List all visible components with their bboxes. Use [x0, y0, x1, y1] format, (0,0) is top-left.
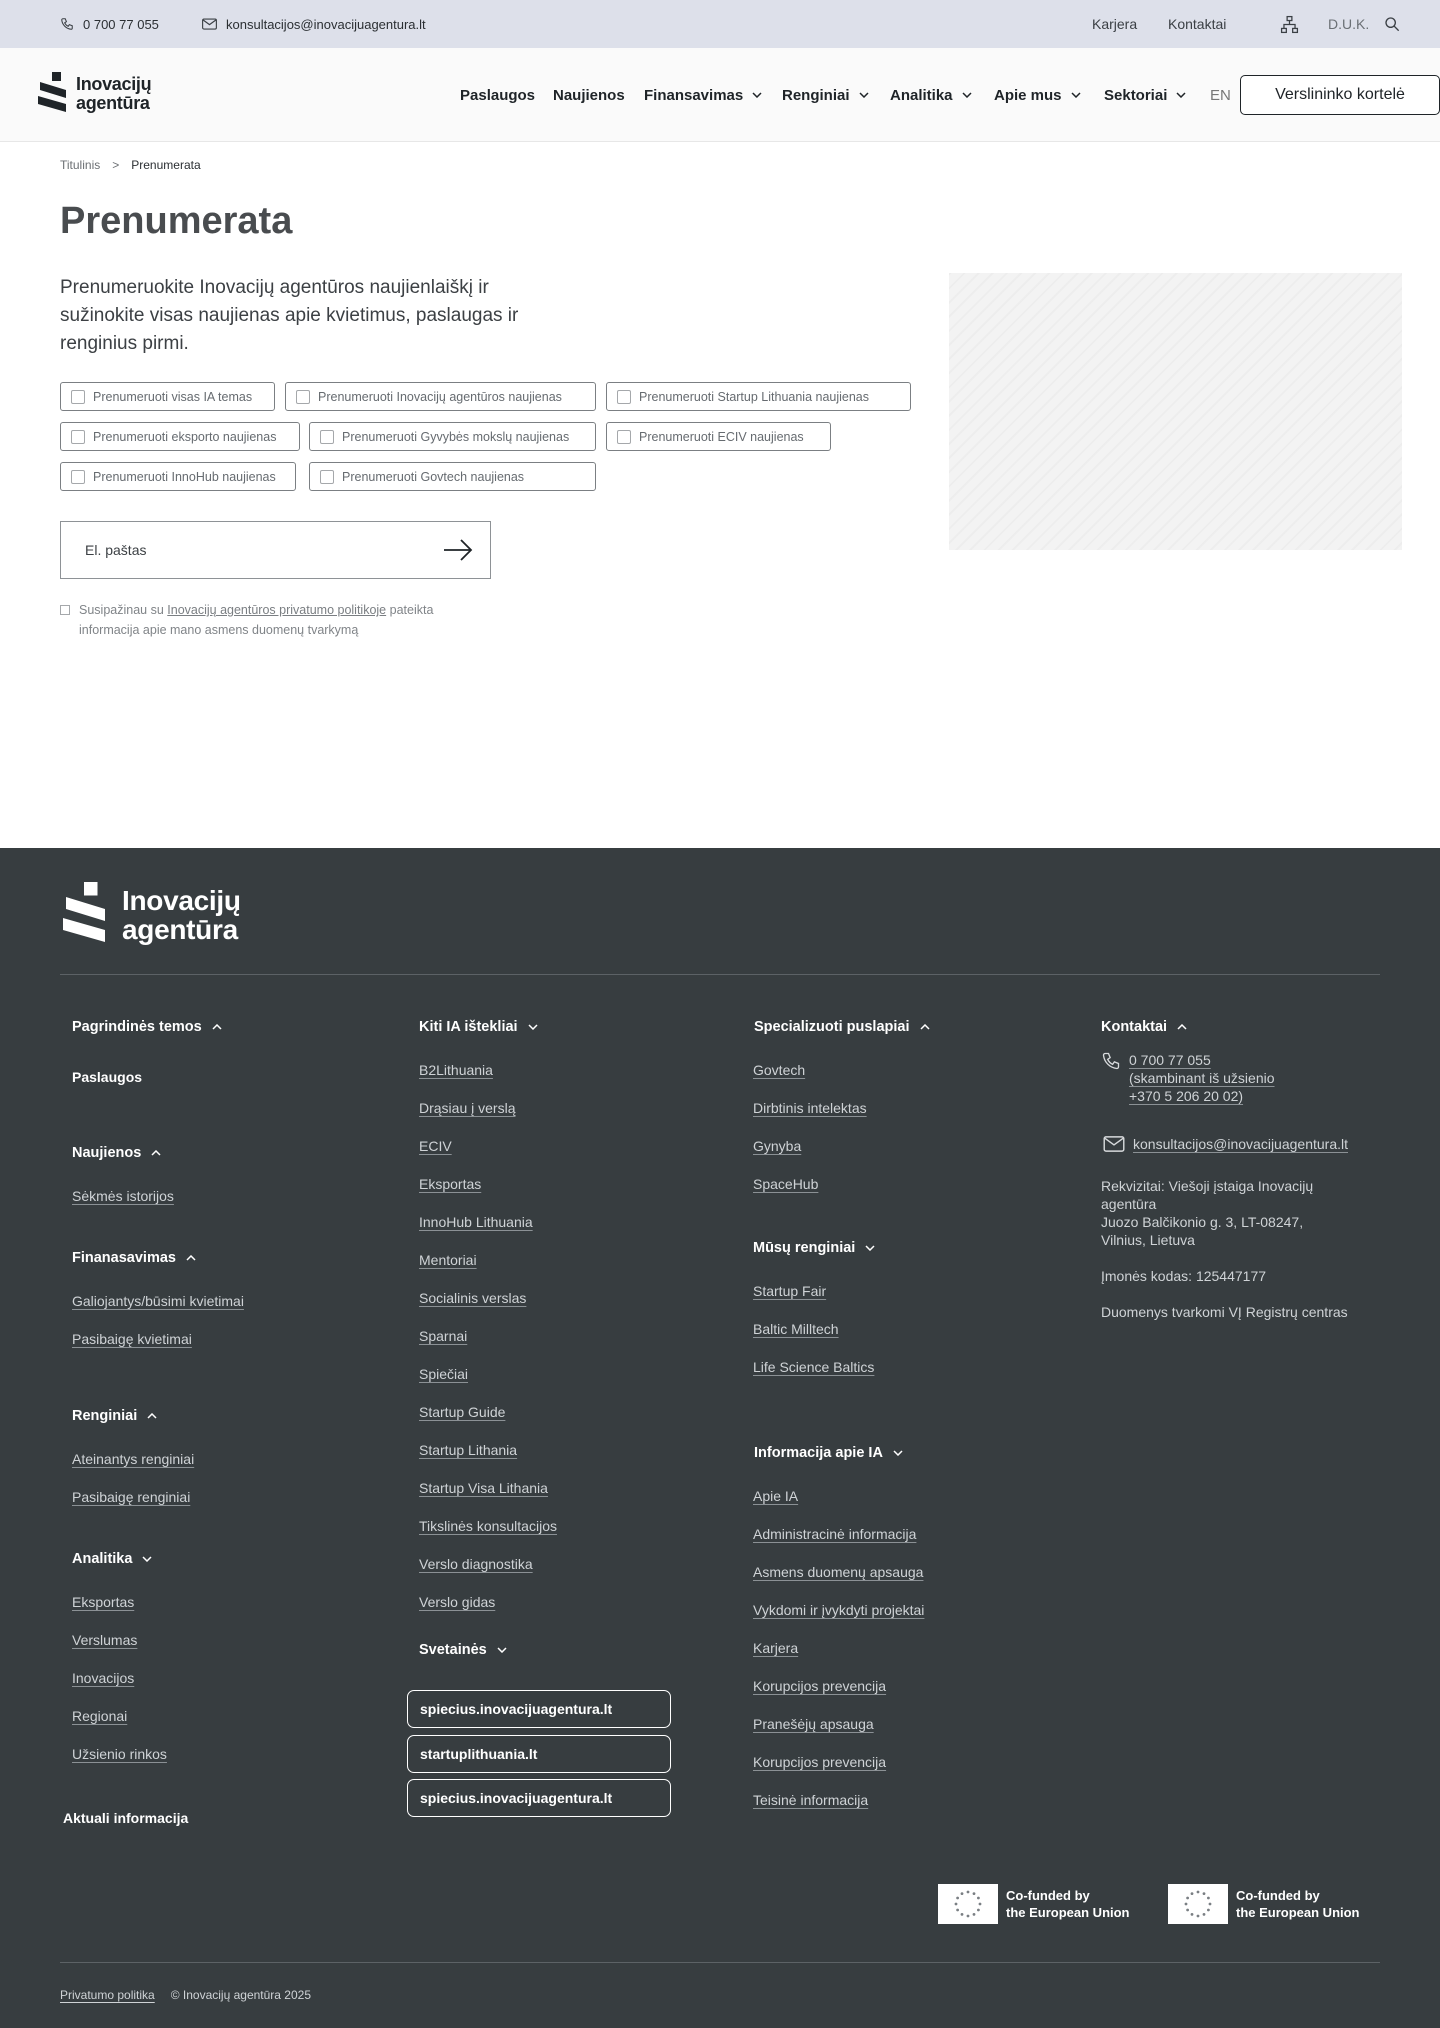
- checkbox[interactable]: [320, 470, 334, 484]
- logo-line-1: Inovacijų: [76, 74, 152, 95]
- footer-about-heading[interactable]: [754, 1445, 903, 1461]
- footer-link[interactable]: Asmens duomenų apsauga: [753, 1564, 924, 1580]
- footer-link[interactable]: Administracinė informacija: [753, 1526, 917, 1542]
- checkbox[interactable]: [60, 605, 70, 615]
- footer-link[interactable]: Startup Fair: [753, 1283, 827, 1299]
- footer-link[interactable]: Verslo diagnostika: [419, 1556, 533, 1572]
- checkbox[interactable]: [296, 390, 310, 404]
- footer-link[interactable]: Dirbtinis intelektas: [753, 1100, 867, 1116]
- topic-all[interactable]: [60, 382, 275, 411]
- footer-link[interactable]: Startup Guide: [419, 1404, 506, 1420]
- breadcrumb-current: Prenumerata: [131, 158, 201, 172]
- checkbox[interactable]: [320, 430, 334, 444]
- footer-link[interactable]: Karjera: [753, 1640, 799, 1656]
- checkbox[interactable]: [71, 470, 85, 484]
- footer-heading-label: Pagrindinės temos: [72, 1019, 202, 1035]
- footer-link[interactable]: Verslo gidas: [419, 1594, 496, 1610]
- footer-our-events-heading[interactable]: [753, 1240, 875, 1256]
- footer-logo-line-2: agentūra: [122, 914, 238, 945]
- topic-label: Prenumeruoti visas IA temas: [93, 389, 253, 404]
- footer-link[interactable]: SpaceHub: [753, 1176, 819, 1192]
- copyright: © Inovacijų agentūra 2025: [170, 1988, 311, 2002]
- footer-link[interactable]: Mentoriai: [419, 1252, 477, 1268]
- footer-heading-label: Svetainės: [419, 1642, 487, 1658]
- chevron-down-icon: [1176, 92, 1186, 98]
- nav-sectors-label: Sektoriai: [1104, 86, 1168, 104]
- chevron-up-icon: [151, 1150, 161, 1156]
- sitemap-button[interactable]: [1280, 0, 1308, 48]
- topic-label: Prenumeruoti Govtech naujienas: [342, 469, 525, 484]
- website-button[interactable]: startuplithuania.lt: [407, 1735, 671, 1773]
- topbar-careers-link[interactable]: Karjera: [1092, 16, 1138, 32]
- nav-funding[interactable]: [644, 48, 762, 142]
- nav-events[interactable]: [782, 48, 869, 142]
- footer-link[interactable]: Sparnai: [419, 1328, 468, 1344]
- footer-heading-label: Kontaktai: [1101, 1019, 1168, 1035]
- breadcrumb: [60, 158, 201, 172]
- logo-line-2: agentūra: [76, 93, 150, 113]
- topic-label: Prenumeruoti Inovacijų agentūros naujienas: [318, 389, 562, 404]
- intro-text: Prenumeruokite Inovacijų agentūros naujienlaiškį ir sužinokite visas naujienas apie kvietimus, paslaugas ir renginius pirmi.: [60, 277, 519, 354]
- topbar-contacts-link[interactable]: Kontaktai: [1168, 16, 1227, 32]
- footer-link[interactable]: Drąsiau į verslą: [419, 1100, 516, 1116]
- chevron-up-icon: [920, 1024, 930, 1030]
- chevron-down-icon: [1071, 92, 1081, 98]
- topic-label: Prenumeruoti eksporto naujienas: [93, 429, 277, 444]
- consent-text-after: pateikta informacija apie mano asmens duomenų tvarkymą: [79, 603, 434, 637]
- checkbox[interactable]: [617, 390, 631, 404]
- nav-about-label: Apie mus: [994, 86, 1062, 104]
- search-icon: [1384, 16, 1400, 32]
- chevron-up-icon: [1177, 1024, 1187, 1030]
- site-logo[interactable]: [36, 72, 151, 116]
- eu-text-line-2: the European Union: [1006, 1905, 1130, 1920]
- breadcrumb-home[interactable]: Titulinis: [60, 158, 101, 172]
- footer-other-resources-heading[interactable]: [419, 1019, 538, 1035]
- chevron-up-icon: [186, 1255, 196, 1261]
- footer-divider: [60, 974, 1380, 975]
- footer-specialized-heading[interactable]: [754, 1019, 930, 1035]
- nav-analytics-label: Analitika: [890, 86, 953, 104]
- chevron-down-icon: [497, 1647, 507, 1653]
- eu-text-line-1: Co-funded by: [1236, 1888, 1320, 1903]
- footer-link[interactable]: Inovacijos: [72, 1670, 135, 1686]
- footer-link[interactable]: InnoHub Lithuania: [419, 1214, 533, 1230]
- eu-text-line-2: the European Union: [1236, 1905, 1360, 1920]
- topic-label: Prenumeruoti Startup Lithuania naujienas: [639, 389, 870, 404]
- hero-image: [949, 273, 1402, 550]
- chevron-up-icon: [212, 1024, 222, 1030]
- footer-phone-abroad-1[interactable]: (skambinant iš užsienio: [1129, 1070, 1275, 1086]
- topbar-phone-text: 0 700 77 055: [83, 16, 159, 32]
- topbar-email-text: konsultacijos@inovacijuagentura.lt: [226, 16, 426, 32]
- mail-icon: [1103, 1136, 1125, 1152]
- footer-link[interactable]: Pranešėjų apsauga: [753, 1716, 874, 1732]
- footer-heading-label: Analitika: [72, 1551, 133, 1567]
- eu-flag-icon: [938, 1884, 998, 1924]
- footer-link[interactable]: Socialinis verslas: [419, 1290, 527, 1306]
- email-placeholder: El. paštas: [85, 542, 147, 558]
- nav-news[interactable]: [553, 48, 625, 142]
- privacy-policy-footer-link[interactable]: Privatumo politika: [60, 1988, 155, 2002]
- footer-link[interactable]: Eksportas: [419, 1176, 482, 1192]
- footer-link[interactable]: Galiojantys/būsimi kvietimai: [72, 1293, 244, 1309]
- footer-link[interactable]: Life Science Baltics: [753, 1359, 875, 1375]
- footer-link[interactable]: Spiečiai: [419, 1366, 469, 1382]
- footer-contacts-heading[interactable]: [1101, 1019, 1187, 1035]
- footer-address: Juozo Balčikonio g. 3, LT-08247, Vilnius, Lietuva: [1101, 1214, 1304, 1248]
- eu-cofunded-logo: [1168, 1884, 1376, 1924]
- footer-link[interactable]: Sėkmės istorijos: [72, 1188, 174, 1204]
- footer-services-link[interactable]: Paslaugos: [72, 1069, 143, 1085]
- business-card-button[interactable]: Verslininko kortelė: [1240, 75, 1440, 115]
- footer-heading-label: Finanasavimas: [72, 1250, 176, 1266]
- logo-mark-icon: [36, 72, 72, 116]
- footer-link[interactable]: Pasibaigę kvietimai: [72, 1331, 192, 1347]
- footer-phone-abroad-2[interactable]: +370 5 206 20 02): [1129, 1088, 1244, 1104]
- eu-text-line-1: Co-funded by: [1006, 1888, 1090, 1903]
- footer-registry: Duomenys tvarkomi VĮ Registrų centras: [1101, 1304, 1348, 1320]
- chevron-down-icon: [893, 1450, 903, 1456]
- footer-link[interactable]: Užsienio rinkos: [72, 1746, 167, 1762]
- privacy-policy-link[interactable]: Inovacijų agentūros privatumo politikoje: [167, 603, 387, 617]
- search-button[interactable]: [1384, 0, 1409, 48]
- chevron-down-icon: [865, 1245, 875, 1251]
- privacy-consent[interactable]: [60, 600, 460, 640]
- top-bar: [0, 0, 1440, 48]
- topic-ia-news[interactable]: [285, 382, 596, 411]
- phone-icon: [1101, 1051, 1121, 1071]
- eu-flag-icon: [1168, 1884, 1228, 1924]
- nav-events-label: Renginiai: [782, 86, 850, 104]
- footer-link[interactable]: Baltic Milltech: [753, 1321, 839, 1337]
- eu-cofunded-logo: [938, 1884, 1146, 1924]
- website-button[interactable]: spiecius.inovacijuagentura.lt: [407, 1779, 671, 1817]
- footer-heading-label: Informacija apie IA: [754, 1445, 883, 1461]
- checkbox[interactable]: [617, 430, 631, 444]
- footer-current-info-link[interactable]: Aktuali informacija: [63, 1810, 189, 1826]
- arrow-right-icon[interactable]: [442, 538, 474, 562]
- logo-mark-icon: [60, 882, 114, 948]
- checkbox[interactable]: [71, 430, 85, 444]
- footer-bottom-divider: [60, 1962, 1380, 1963]
- footer-link[interactable]: Korupcijos prevencija: [753, 1678, 887, 1694]
- footer-websites-heading[interactable]: [419, 1642, 507, 1658]
- footer-link[interactable]: Startup Lithania: [419, 1442, 518, 1458]
- topic-eciv[interactable]: [606, 422, 831, 451]
- topic-startup-lithuania[interactable]: [606, 382, 911, 411]
- footer-analytics-heading[interactable]: [72, 1551, 152, 1567]
- footer-heading-label: Mūsų renginiai: [753, 1240, 856, 1256]
- footer-company-code: Įmonės kodas: 125447177: [1101, 1268, 1267, 1284]
- nav-funding-label: Finansavimas: [644, 86, 744, 104]
- footer-link[interactable]: Govtech: [753, 1062, 806, 1078]
- topic-govtech[interactable]: [309, 462, 596, 491]
- breadcrumb-separator: >: [112, 158, 120, 172]
- footer-logo-line-1: Inovacijų: [122, 884, 241, 916]
- nav-news-label: Naujienos: [553, 86, 625, 104]
- mail-icon: [202, 18, 217, 30]
- consent-text: [79, 600, 460, 640]
- footer-bottom: [60, 1988, 311, 2002]
- topbar-email[interactable]: [202, 0, 426, 48]
- footer-link[interactable]: Eksportas: [72, 1594, 135, 1610]
- topbar-faq-link[interactable]: D.U.K.: [1328, 16, 1370, 32]
- footer-link[interactable]: Startup Visa Lithania: [419, 1480, 548, 1496]
- phone-icon: [60, 17, 74, 31]
- footer-link[interactable]: Vykdomi ir įvykdyti projektai: [753, 1602, 925, 1618]
- chevron-down-icon: [752, 92, 762, 98]
- footer-link[interactable]: Korupcijos prevencija: [753, 1754, 887, 1770]
- email-field[interactable]: [60, 521, 491, 579]
- footer-link[interactable]: Tikslinės konsultacijos: [419, 1518, 557, 1534]
- nav-analytics[interactable]: [890, 48, 972, 142]
- topbar-phone[interactable]: [60, 0, 159, 48]
- footer-heading-label: Specializuoti puslapiai: [754, 1019, 910, 1035]
- chevron-down-icon: [962, 92, 972, 98]
- chevron-down-icon: [859, 92, 869, 98]
- language-switch[interactable]: EN: [1210, 86, 1231, 104]
- footer-link[interactable]: Verslumas: [72, 1632, 138, 1648]
- topic-label: Prenumeruoti Gyvybės mokslų naujienas: [342, 429, 570, 444]
- footer-news-heading[interactable]: [72, 1145, 161, 1161]
- website-button[interactable]: spiecius.inovacijuagentura.lt: [407, 1690, 671, 1728]
- footer-link[interactable]: Regionai: [72, 1708, 128, 1724]
- main-header: [0, 48, 1440, 142]
- footer-heading-label: Naujienos: [72, 1145, 142, 1161]
- page-title: Prenumerata: [60, 200, 293, 242]
- footer-link[interactable]: ECIV: [419, 1138, 452, 1154]
- checkbox[interactable]: [71, 390, 85, 404]
- footer-funding-heading[interactable]: [72, 1250, 196, 1266]
- footer-events-heading[interactable]: [72, 1408, 157, 1424]
- footer-link[interactable]: Teisinė informacija: [753, 1792, 869, 1808]
- chevron-up-icon: [147, 1413, 157, 1419]
- chevron-down-icon: [528, 1024, 538, 1030]
- footer-heading-label: Kiti IA ištekliai: [419, 1019, 518, 1035]
- consent-text-before: Susipažinau su: [79, 603, 168, 617]
- nav-services-label: Paslaugos: [460, 86, 536, 104]
- chevron-down-icon: [142, 1556, 152, 1562]
- footer-main-topics-heading[interactable]: [72, 1019, 222, 1035]
- topic-export[interactable]: [60, 422, 300, 451]
- topic-label: Prenumeruoti InnoHub naujienas: [93, 469, 276, 484]
- footer-email-link[interactable]: konsultacijos@inovacijuagentura.lt: [1133, 1136, 1348, 1152]
- footer-link[interactable]: Apie IA: [753, 1488, 799, 1504]
- sitemap-icon: [1280, 15, 1299, 34]
- footer-logo[interactable]: [60, 882, 241, 948]
- footer-phone-link[interactable]: 0 700 77 055: [1129, 1052, 1211, 1068]
- footer-heading-label: Renginiai: [72, 1408, 138, 1424]
- nav-sectors[interactable]: [1104, 48, 1186, 142]
- nav-about[interactable]: [994, 48, 1081, 142]
- footer-link[interactable]: Ateinantys renginiai: [72, 1451, 195, 1467]
- footer-link[interactable]: Gynyba: [753, 1138, 802, 1154]
- topic-label: Prenumeruoti ECIV naujienas: [639, 429, 804, 444]
- footer-requisites: Rekvizitai: Viešoji įstaiga Inovacijų agentūra: [1101, 1178, 1314, 1212]
- footer-link[interactable]: B2Lithuania: [419, 1062, 493, 1078]
- topic-innohub[interactable]: [60, 462, 296, 491]
- topic-life-sciences[interactable]: [309, 422, 596, 451]
- nav-services[interactable]: [460, 48, 535, 142]
- footer-link[interactable]: Pasibaigę renginiai: [72, 1489, 191, 1505]
